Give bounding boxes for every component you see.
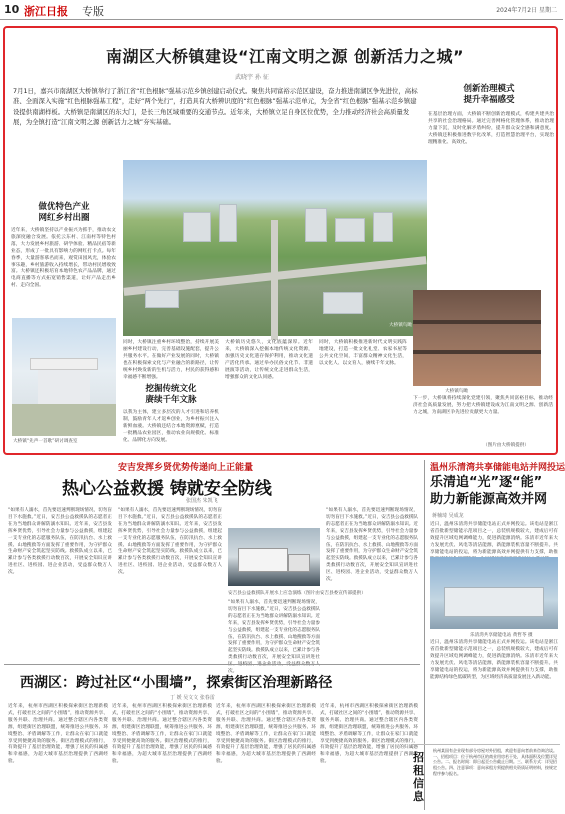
story4-headline[interactable]: 西湖区：跨过社区“小围墙”，探索街区治理新路径 (20, 675, 333, 691)
column-1: 近年来，大桥镇坚持以产业振兴为抓手，推动农文旅深度融合发展。依托云东村、江南村等特色村落，大力发展乡村旅游、研学体验、精品民宿等新业态，形成了一批具有影响力的网红打卡点。每年春季，大量游客慕名而来，观赏田园风光，体验农事乐趣，乡村旅游收入持续增长，带动村民增收致富。大桥镇还积极培育本地特色农产品品牌，通过电商直播等方式拓宽销售渠道，让好产品走出乡村、走向全国。 (11, 228, 116, 289)
subhead-governance (425, 84, 553, 106)
aerial-town-photo (123, 160, 427, 336)
featured-article[interactable] (3, 26, 558, 455)
story4-body-col2: 近年来，杭州市西湖区积极探索街区治理新模式，打破社区之间的“小围墙”，推动资源共享、服务共联、治理共商。通过整合辖区内各类资源，组建街区治理联盟，统筹推进公共服务、环境整治、矛盾调解等工作，让群众在家门口就能享受到便捷高效的服务。街区治理模式的推行，有效提升了基层治理效能，增强了居民的归属感和幸福感，为超大城市基层治理提供了西湖经验。 (112, 704, 212, 765)
pavilion-photo (12, 318, 116, 436)
subhead-culture (123, 384, 219, 406)
column-5: 同时，大桥镇积极推进新时代文明实践阵地建设，打造一批文化礼堂、农家书屋等公共文化空间，丰富群众精神文化生活，以文化人、以文育人，赓续千年文脉。 (319, 340, 407, 366)
column-7: 下一步，大桥镇将持续深化党建引领，聚焦共同富裕目标，推动经济社会高质量发展，努力把大桥镇建设成为江南文明之源、创新活力之城，为南湖区争先进位贡献更大力量。 (413, 396, 553, 415)
column-4: 大桥镇历史悠久，文化底蕴深厚。近年来，大桥镇深入挖掘本地传统文化资源，加强历史文化遗存保护利用，推动文化遗产活化传承。通过举办民俗文化节、非遗展演等活动，让传统文化走进群众生活，增强群众的文化认同感。 (225, 340, 313, 380)
subhead-governance-text: 创新治理模式 提升幸福感受 (463, 84, 515, 105)
rescue-photo (228, 528, 320, 586)
energy-station-photo (430, 557, 558, 629)
story2-body-col2: “如果有人溺水，首先要迅速判断现场情况，切勿盲目下水施救。”近日，安吉县公益救援队的志愿者正在为当地群众讲解防溺水知识。近年来，安吉县发挥乡贤优势，引导社会力量参与公益救援，组建起一支专业化的志愿服务队伍，在防汛抗台、水上救援、山地搜救等方面发挥了重要作用，为守护群众生命财产安全筑起坚实防线。救援队成立以来，已累计参与各类救援行动数百次，开展安全知识宣讲进社区、进校园、进企业活动，受益群众数万人次。 (118, 508, 222, 576)
masthead (0, 0, 563, 20)
story4-body-col4: 近年来，杭州市西湖区积极探索街区治理新模式，打破社区之间的“小围墙”，推动资源共享、服务共联、治理共商。通过整合辖区内各类资源，组建街区治理联盟，统筹推进公共服务、环境整治、矛盾调解等工作，让群众在家门口就能享受到便捷高效的服务。街区治理模式的推行，有效提升了基层治理效能，增强了居民的归属感和幸福感，为超大城市基层治理提供了西湖经验。 (320, 704, 418, 765)
subhead-industry-text: 做优特色产业 网红乡村出圈 (38, 202, 90, 223)
story3-kicker: 温州乐清湾共享储能电站并网投运 (430, 463, 565, 473)
column-3: 以我为主体，建立多层次的人才引进和培养机制，鼓励青年人才返乡创业，为乡村振兴注入新鲜血液。大桥镇还结合本地资源禀赋，打造一批精品农业园区，推动农业向规模化、标准化、品牌化方向发展。 (123, 410, 219, 443)
story4-body-col1: 近年来，杭州市西湖区积极探索街区治理新模式，打破社区之间的“小围墙”，推动资源共享、服务共联、治理共商。通过整合辖区内各类资源，组建街区治理联盟，统筹推进公共服务、环境整治、矛盾调解等工作，让群众在家门口就能享受到便捷高效的服务。街区治理模式的推行，有效提升了基层治理效能，增强了居民的归属感和幸福感，为超大城市基层治理提供了西湖经验。 (8, 704, 108, 765)
rescue-caption: 安吉县公益救援队开展水上应急演练（图片由安吉县委宣传部提供） (228, 591, 366, 596)
page-number: 10 (4, 3, 20, 16)
story3-body-top: 近日，温州乐清湾共享储能电站正式并网投运。该电站是浙江省首批新型储能示范项目之一，总装机规模较大，建成后可有效提升区域电网调峰能力，促进新能源消纳。乐清市近年来大力发展光伏、风电等清洁能源，新能源装机容量不断提升。共享储能电站的投运，将为新能源高效并网提供有力支撑，助推 (430, 522, 558, 555)
rental-notice[interactable] (411, 744, 560, 812)
energy-caption: 乐清湾共享储能电站 黄哲苓 摄 (470, 633, 533, 638)
roof-photo (413, 290, 541, 386)
feature-byline: 武晓宇 孙 征 (235, 74, 269, 81)
story-divider (4, 664, 420, 665)
section-label: 专版 (82, 5, 104, 18)
column-6: 在基层治理方面，大桥镇不断创新治理模式，构建共建共治共享的社会治理格局。通过完善网格化管理体系，推动治理力量下沉，及时化解矛盾纠纷，提升群众安全感和满意度。大桥镇还积极推进数字化改革，打造智慧治理平台，实现治理精准化、高效化。 (428, 112, 554, 145)
issue-date: 2024年7月2日 星期二 (496, 7, 557, 14)
story3-byline: 蒋楠琦 吴成龙 (432, 513, 464, 519)
story2-body-col1: “如果有人溺水，首先要迅速判断现场情况，切勿盲目下水施救。”近日，安吉县公益救援队的志愿者正在为当地群众讲解防溺水知识。近年来，安吉县发挥乡贤优势，引导社会力量参与公益救援，组建起一支专业化的志愿服务队伍，在防汛抗台、水上救援、山地搜救等方面发挥了重要作用，为守护群众生命财产安全筑起坚实防线。救援队成立以来，已累计参与各类救援行动数百次，开展安全知识宣讲进社区、进校园、进企业活动，受益群众数万人次。 (8, 508, 112, 576)
story4-body-col3: 近年来，杭州市西湖区积极探索街区治理新模式，打破社区之间的“小围墙”，推动资源共享、服务共联、治理共商。通过整合辖区内各类资源，组建街区治理联盟，统筹推进公共服务、环境整治、矛盾调解等工作，让群众在家门口就能享受到便捷高效的服务。街区治理模式的推行，有效提升了基层治理效能，增强了居民的归属感和幸福感，为超大城市基层治理提供了西湖经验。 (216, 704, 316, 765)
pavilion-caption: 大桥镇“先声一首歌”研讨调查室 (13, 439, 78, 444)
feature-lead: 7月1日，嘉兴市南湖区大桥镇举行了浙江省“红色根脉”强基示范乡镇创建启动仪式。聚焦共同富裕示范区建设，奋力推进南湖区争先进位，高标准、全面深入实施“红色根脉强基工程”，走好“两个先行”，打造具有大桥辨识度的“红色根脉”强基示范单元，为全省“红色根脉”强基示范乡镇建设提供南湖样板。大桥镇是南湖区的东大门，是长三角区域重要的交通节点。近年来，大桥镇立足自身区位优势，全力推动经济社会高质量发展，为全镇打造“江南文明之源 创新活力之城”夯实基础。 (13, 87, 418, 126)
story3-headline[interactable]: 乐清追“光”逐“能” 助力新能源高效并网 (430, 475, 548, 507)
column-2: 同时，大桥镇注重乡村环境整治，持续开展美丽乡村建设行动，完善基础设施配套，提升公共服务水平。在做好产业发展的同时，大桥镇也在积极探索文化与产业融合的新路径，让传统乡村焕发新的生机与活力，村民的获得感和幸福感不断增强。 (123, 340, 219, 380)
story2-kicker: 安吉发挥乡贤优势传递向上正能量 (118, 463, 254, 473)
feature-headline: 南湖区大桥镇建设“江南文明之源 创新活力之城” (105, 47, 465, 66)
closing-note: （图片由大桥镇提供） (483, 443, 529, 448)
story4-byline: 丁 媛 吴文文 张春雷 (170, 695, 215, 701)
story2-body-col3: “如果有人溺水，首先要迅速判断现场情况，切勿盲目下水施救。”近日，安吉县公益救援队的志愿者正在为当地群众讲解防溺水知识。近年来，安吉县发挥乡贤优势，引导社会力量参与公益救援，组建起一支专业化的志愿服务队伍，在防汛抗台、水上救援、山地搜救等方面发挥了重要作用，为守护群众生命财产安全筑起坚实防线。救援队成立以来，已累计参与各类救援行动数百次，开展安全知识宣讲进社 次。 (228, 600, 320, 675)
story3-body-bottom: 近日，温州乐清湾共享储能电站正式并网投运。该电站是浙江省首批新型储能示范项目之一，总装机规模较大，建成后可有效提升区域电网调峰能力，促进新能源消纳。乐清市近年来大力发展光伏、风电等清洁能源，新能源装机容量不断提升。共享储能电站的投运，将为新能源高效并网提供有力支撑，助推能源结构绿色低碳转型，为区域经济高质量发展注入新动能。 (430, 640, 558, 680)
roof-caption: 大桥镇鸟瞰 (445, 389, 468, 394)
story2-body-col4: “如果有人溺水，首先要迅速判断现场情况，切勿盲目下水施救。”近日，安吉县公益救援队的志愿者正在为当地群众讲解防溺水知识。近年来，安吉县发挥乡贤优势，引导社会力量参与公益救援，组建起一支专业化的志愿服务队伍，在防汛抗台、水上救援、山地搜救等方面发挥了重要作用，为守护群众生命财产安全筑起坚实防线。救援队成立以来，已累计参与各类救援行动数百次，开展安全知识宣讲进社区、进校园、进企业活动，受益群众数万人次。 (326, 508, 418, 583)
story2-byline: 张国杰 朱凯飞 (186, 498, 218, 504)
paper-name: 浙江日报 (24, 5, 68, 18)
story2-headline[interactable]: 热心公益救援 铸就安全防线 (62, 479, 272, 499)
subhead-industry (9, 202, 119, 224)
aerial-caption: 大桥镇鸟瞰 (389, 323, 412, 328)
rental-notice-text: 杭州某国有企业现有部分房屋对外招租，欢迎有意向者前来咨询洽谈。一、招租项目：位于杭州市区的商业用房若干处，具体面积及位置详见公告。二、报名时间：即日起至公告截止日期。三、联系方式：详见招租公告。四、注意事项：意向承租方须提供相关资质证明材料，按规定程序参与报名。 (433, 748, 557, 776)
subhead-culture-text: 挖掘传统文化 赓续千年文脉 (145, 384, 197, 405)
rental-notice-title: 招租信息 (413, 751, 424, 803)
